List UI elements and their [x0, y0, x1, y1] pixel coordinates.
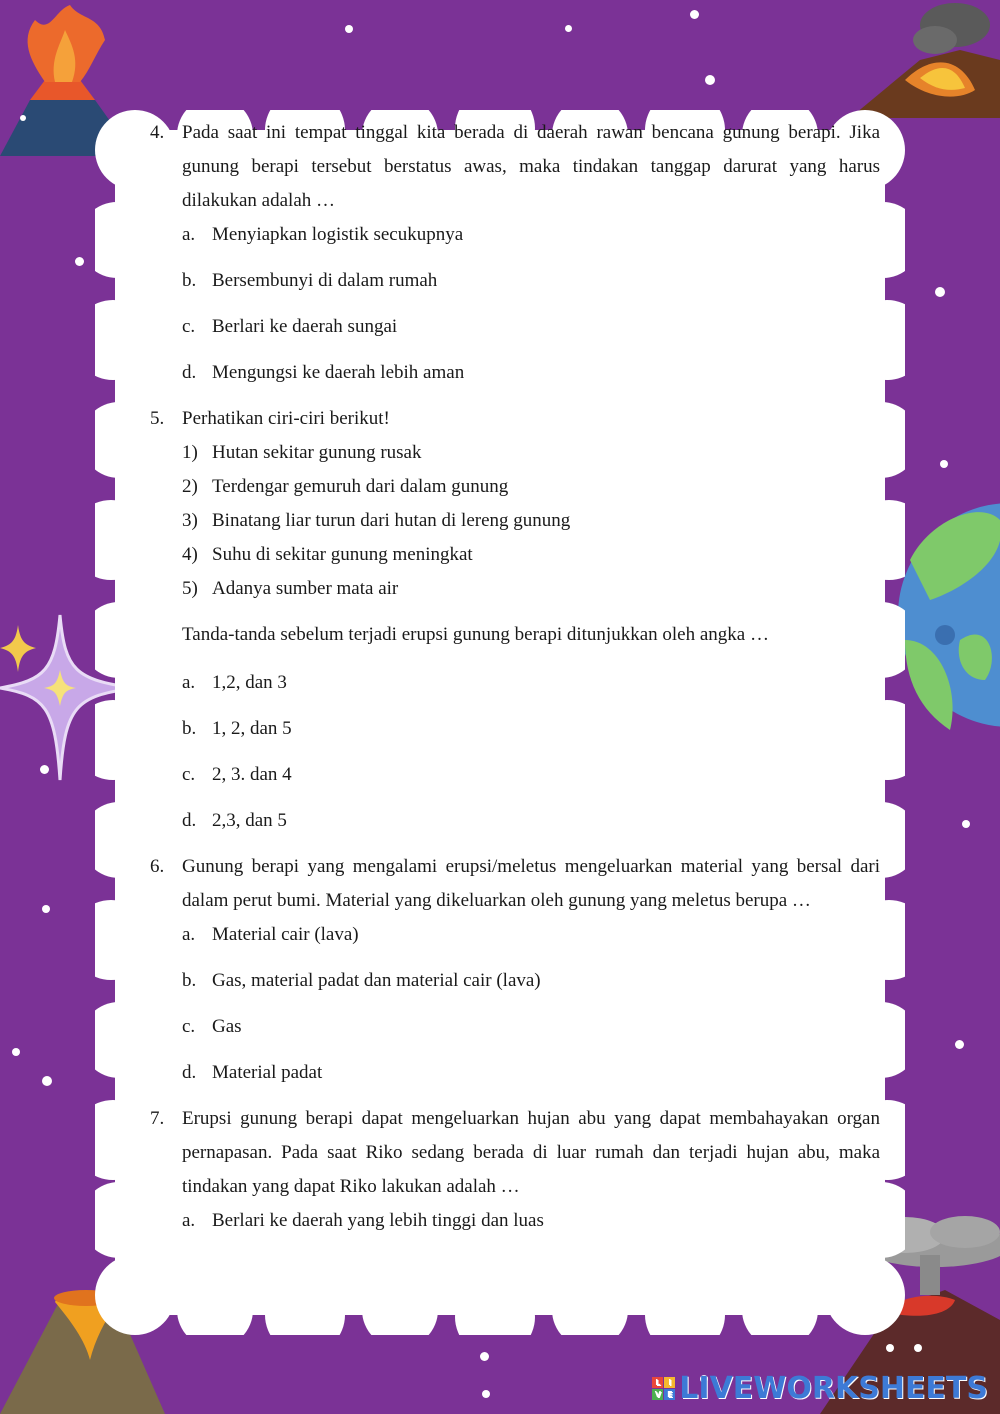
star-icon	[940, 460, 948, 468]
option[interactable]	[150, 964, 880, 998]
star-icon	[12, 1048, 20, 1056]
question-6-options	[150, 918, 880, 1090]
option-text: Gas, material padat dan material cair (lava)	[212, 970, 541, 991]
star-icon	[690, 10, 699, 19]
option-label: d.	[182, 1062, 197, 1083]
option-text: 1, 2, dan 5	[212, 718, 292, 739]
option-label: d.	[182, 810, 197, 831]
option[interactable]	[150, 310, 880, 344]
option[interactable]	[150, 804, 880, 838]
item-label: 4)	[182, 544, 198, 565]
question-4-options	[150, 218, 880, 390]
option-label: c.	[182, 316, 196, 337]
option-text: Gas	[212, 1016, 242, 1037]
option-text: Material padat	[212, 1062, 323, 1083]
option[interactable]	[150, 264, 880, 298]
list-item	[150, 572, 880, 606]
question-prompt: Tanda-tanda sebelum terjadi erupsi gunung berapi ditunjukkan oleh angka …	[182, 624, 769, 645]
item-label: 5)	[182, 578, 198, 599]
list-item	[150, 470, 880, 504]
option-label: b.	[182, 718, 197, 739]
planet-icon	[898, 503, 1000, 730]
question-4	[150, 116, 880, 218]
question-5-options	[150, 666, 880, 838]
item-text: Binatang liar turun dari hutan di lereng gunung	[212, 510, 571, 531]
item-text: Terdengar gemuruh dari dalam gunung	[212, 476, 509, 497]
option-text: Berlari ke daerah sungai	[212, 316, 398, 337]
option[interactable]	[150, 356, 880, 390]
star-icon	[955, 1040, 964, 1049]
liveworksheets-watermark	[652, 1371, 988, 1406]
option-label: b.	[182, 970, 197, 991]
option-label: c.	[182, 764, 196, 785]
option[interactable]	[150, 1056, 880, 1090]
star-icon	[705, 75, 715, 85]
option-text: 2,3, dan 5	[212, 810, 287, 831]
option-label: a.	[182, 924, 196, 945]
star-icon	[42, 1076, 52, 1086]
question-number: 6.	[150, 856, 165, 877]
option[interactable]	[150, 1010, 880, 1044]
star-icon	[75, 257, 84, 266]
option[interactable]	[150, 666, 880, 700]
question-6	[150, 850, 880, 918]
star-icon	[40, 765, 49, 774]
option-text: 2, 3. dan 4	[212, 764, 292, 785]
item-text: Adanya sumber mata air	[212, 578, 399, 599]
star-icon	[565, 25, 572, 32]
option[interactable]	[150, 218, 880, 252]
option[interactable]	[150, 918, 880, 952]
star-icon	[482, 1390, 490, 1398]
question-7-options	[150, 1204, 880, 1238]
option-text: Material cair (lava)	[212, 924, 359, 945]
question-5	[150, 402, 880, 436]
list-item	[150, 504, 880, 538]
option-label: b.	[182, 270, 197, 291]
option-text: 1,2, dan 3	[212, 672, 287, 693]
option-label: a.	[182, 1210, 196, 1231]
item-label: 1)	[182, 442, 198, 463]
option-label: a.	[182, 672, 196, 693]
star-icon	[962, 820, 970, 828]
worksheet-content	[150, 116, 880, 1238]
watermark-text: LIVEWORKSHEETS	[679, 1371, 988, 1406]
option-text: Menyiapkan logistik secukupnya	[212, 224, 464, 245]
question-text: Pada saat ini tempat tinggal kita berada di daerah rawan bencana gunung berapi. Jika gunung berapi tersebut berstatus awas, maka tindakan tanggap darurat yang harus dilakukan adalah …	[182, 122, 880, 211]
question-text: Perhatikan ciri-ciri berikut!	[182, 408, 390, 429]
list-item	[150, 436, 880, 470]
option-text: Bersembunyi di dalam rumah	[212, 270, 438, 291]
option-text: Mengungsi ke daerah lebih aman	[212, 362, 465, 383]
item-text: Suhu di sekitar gunung meningkat	[212, 544, 473, 565]
question-number: 4.	[150, 122, 165, 143]
item-label: 2)	[182, 476, 198, 497]
star-icon	[42, 905, 50, 913]
list-item	[150, 538, 880, 572]
item-label: 3)	[182, 510, 198, 531]
option-label: a.	[182, 224, 196, 245]
question-number: 5.	[150, 408, 165, 429]
option[interactable]	[150, 712, 880, 746]
option-label: d.	[182, 362, 197, 383]
option-label: c.	[182, 1016, 196, 1037]
liveworksheets-logo-icon: L I V E	[652, 1377, 675, 1400]
question-text: Erupsi gunung berapi dapat mengeluarkan hujan abu yang dapat membahayakan organ pernapasan. Pada saat Riko sedang berada di luar rumah dan terjadi hujan abu, maka tindakan yang dapat Riko lakukan adalah …	[182, 1108, 880, 1197]
question-7	[150, 1102, 880, 1204]
star-icon	[480, 1352, 489, 1361]
question-text: Gunung berapi yang mengalami erupsi/meletus mengeluarkan material yang bersal dari dalam perut bumi. Material yang dikeluarkan oleh gunung yang meletus berupa …	[182, 856, 880, 911]
option-text: Berlari ke daerah yang lebih tinggi dan luas	[212, 1210, 544, 1231]
star-icon	[345, 25, 353, 33]
volcano-icon	[850, 3, 1000, 118]
item-text: Hutan sekitar gunung rusak	[212, 442, 422, 463]
question-5-items	[150, 436, 880, 606]
option[interactable]	[150, 758, 880, 792]
question-number: 7.	[150, 1108, 165, 1129]
star-icon	[935, 287, 945, 297]
star-icon	[20, 115, 26, 121]
option[interactable]	[150, 1204, 880, 1238]
